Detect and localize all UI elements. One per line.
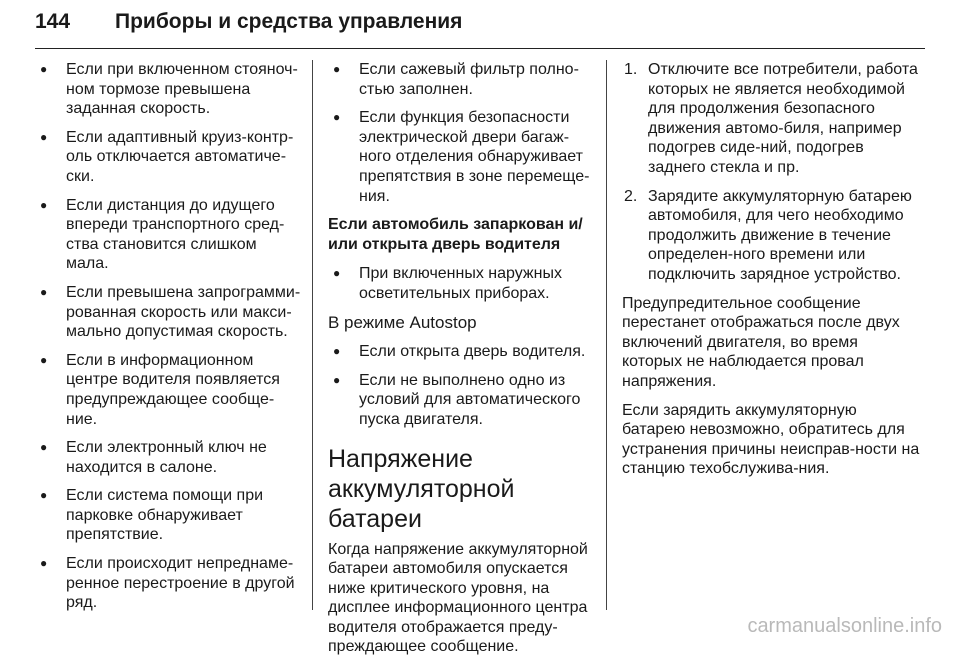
- list-item: ● Если в информационном центре водителя появляется предупреждающее сообще-ние.: [40, 351, 280, 428]
- column-divider-1: [312, 60, 313, 610]
- step-item: 1. Отключите все потребители, работа которых не является необходимой для продолжения безопасного движения автомо-биля, например подогрев сиде-ний, подогрев заднего стекла и пр.: [624, 61, 918, 176]
- list-item: ● Если при включенном стояноч-ном тормозе превышена заданная скорость.: [40, 61, 298, 118]
- step-number: 2.: [624, 187, 638, 205]
- bullet-icon: ●: [333, 266, 341, 281]
- bullet-icon: ●: [40, 197, 48, 212]
- list-item: ● Если происходит непреднаме-ренное перестроение в другой ряд.: [40, 555, 295, 612]
- header-rule: [35, 48, 925, 49]
- step-number: 1.: [624, 61, 638, 78]
- bullet-icon: ●: [40, 62, 48, 76]
- list-item: ● Если электронный ключ не находится в салоне.: [40, 439, 267, 476]
- list-item: ● Если сажевый фильтр полно-стью заполнен.: [333, 61, 579, 98]
- section-paragraph: Когда напряжение аккумуляторной батареи автомобиля опускается ниже критического уровня, на дисплее информационного центра водителя отображается преду-преждающее сообщение.: [328, 540, 588, 656]
- page-number: 144: [35, 10, 71, 33]
- step-item: 2. Зарядите аккумуляторную батарею автомобиля, для чего необходимо продолжить движение в течение определен-ного времени или подключить зарядное устройство.: [624, 187, 912, 283]
- list-item: ● Если не выполнено одно из условий для автоматического пуска двигателя.: [333, 371, 581, 428]
- list-item: ● При включенных наружных осветительных приборах.: [333, 265, 562, 302]
- bullet-icon: ●: [333, 344, 341, 359]
- bullet-icon: ●: [40, 129, 48, 144]
- warning-list-continued: [328, 60, 596, 206]
- list-item: ● Если система помощи при парковке обнаруживает препятствие.: [40, 487, 264, 544]
- running-title: Приборы и средства управления: [115, 10, 463, 33]
- list-item: ● Если превышена запрограмми-рованная скорость или макси-мально допустимая скорость.: [40, 283, 301, 341]
- bullet-icon: ●: [333, 62, 341, 76]
- column-2: [328, 60, 596, 666]
- bullet-icon: ●: [40, 440, 48, 455]
- list-item: ● Если открыта дверь водителя.: [333, 343, 586, 361]
- steps-list: [622, 60, 922, 285]
- list-item: ● Если адаптивный круиз-контр-оль отключается автоматиче-ски.: [40, 128, 294, 185]
- paragraph: Предупредительное сообщение перестанет отображаться после двух включений двигателя, во время которых не наблюдается провал напряжения.: [622, 294, 900, 390]
- bullet-icon: ●: [333, 110, 341, 125]
- list-item: ● Если функция безопасности электрической двери багаж-ного отделения обнаруживает препятствия в зоне перемеще-ния.: [333, 109, 590, 205]
- bullet-icon: ●: [40, 352, 48, 367]
- autostop-list: [328, 342, 596, 429]
- subheading-autostop: В режиме Autostop: [328, 312, 477, 332]
- paragraph: Если зарядить аккумуляторную батарею невозможно, обратитесь для устранения причины неисправ-ности на станцию техобслужива-ния.: [622, 401, 920, 478]
- section-heading: Напряжение аккумуляторной батареи: [328, 444, 515, 533]
- bullet-icon: ●: [333, 372, 341, 387]
- warning-list: [35, 60, 303, 613]
- page-header: [35, 8, 925, 44]
- bullet-icon: ●: [40, 556, 48, 571]
- bullet-icon: ●: [40, 284, 48, 299]
- column-3: [622, 60, 922, 488]
- subheading-parked: Если автомобиль запаркован и/или открыта дверь водителя: [328, 216, 583, 253]
- parked-list: [328, 264, 596, 303]
- bullet-icon: ●: [40, 488, 48, 503]
- column-divider-2: [606, 60, 607, 610]
- column-1: [35, 60, 303, 622]
- watermark: carmanualsonline.info: [747, 615, 942, 637]
- list-item: ● Если дистанция до идущего впереди транспортного сред-ства становится слишком мала.: [40, 196, 285, 273]
